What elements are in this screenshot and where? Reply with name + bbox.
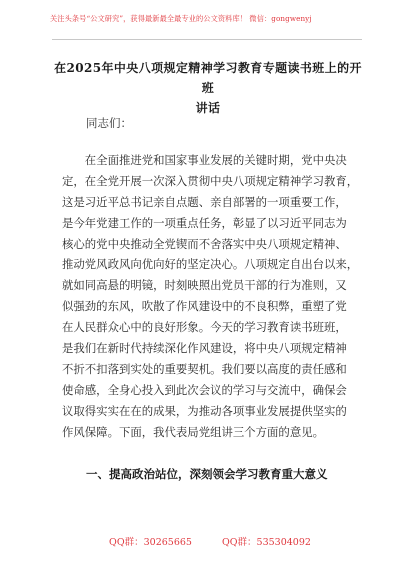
- body-paragraph: [62, 150, 362, 442]
- header-banner: 关注头条号“公文研究”，获得最新最全最专业的公文资料库！ 微信：gongwenyj: [50, 14, 312, 23]
- document-title: [52, 58, 364, 118]
- paragraph-line: 作风保障。下面，我代表局党组讲三个方面的意见。: [62, 424, 324, 439]
- header-divider: [52, 39, 362, 40]
- paragraph-line: 似强劲的东风，吹散了作风建设中的不良积弊，重塑了党: [62, 299, 347, 314]
- section-heading: 一、提高政治站位，深刻领会学习教育重大意义: [86, 467, 328, 481]
- paragraph-line: 是今年党建工作的一项重点任务，彰显了以习近平同志为: [62, 215, 347, 230]
- paragraph-line: 就如同高悬的明镜，时刻映照出党员干部的行为准则，又: [62, 278, 347, 293]
- paragraph-line: 核心的党中央推动全党锲而不舍落实中央八项规定精神、: [62, 236, 347, 251]
- paragraph-line: 在全面推进党和国家事业发展的关键时期，党中央决: [62, 153, 347, 167]
- document-title-line1: 在2025年中央八项规定精神学习教育专题读书班上的开班: [54, 61, 362, 95]
- paragraph-line: 在人民群众心中的良好形象。今天的学习教育读书班班，: [62, 320, 347, 335]
- paragraph-line: 议取得实实在在的成果，为推动各项事业发展提供坚实的: [62, 403, 347, 418]
- footer-qq-group-1: QQ群：30265665: [109, 537, 192, 548]
- footer-contact: [100, 537, 320, 549]
- paragraph-line: 这是习近平总书记亲自点题、亲自部署的一项重要工作，: [62, 194, 347, 209]
- paragraph-line: 定，在全党开展一次深入贯彻中央八项规定精神学习教育，: [62, 173, 359, 188]
- footer-qq-group-2: QQ群：535304092: [221, 537, 311, 548]
- paragraph-line: 使命感，全身心投入到此次会议的学习与交流中，确保会: [62, 382, 347, 397]
- paragraph-line: 推动党风政风向优向好的坚定决心。八项规定自出台以来，: [62, 257, 359, 272]
- paragraph-line: 是我们在新时代持续深化作风建设，将中央八项规定精神: [62, 341, 347, 356]
- document-title-line2: 讲话: [195, 101, 221, 115]
- paragraph-line: 不折不扣落到实处的重要契机。我们要以高度的责任感和: [62, 361, 347, 376]
- salutation: 同志们：: [86, 116, 132, 130]
